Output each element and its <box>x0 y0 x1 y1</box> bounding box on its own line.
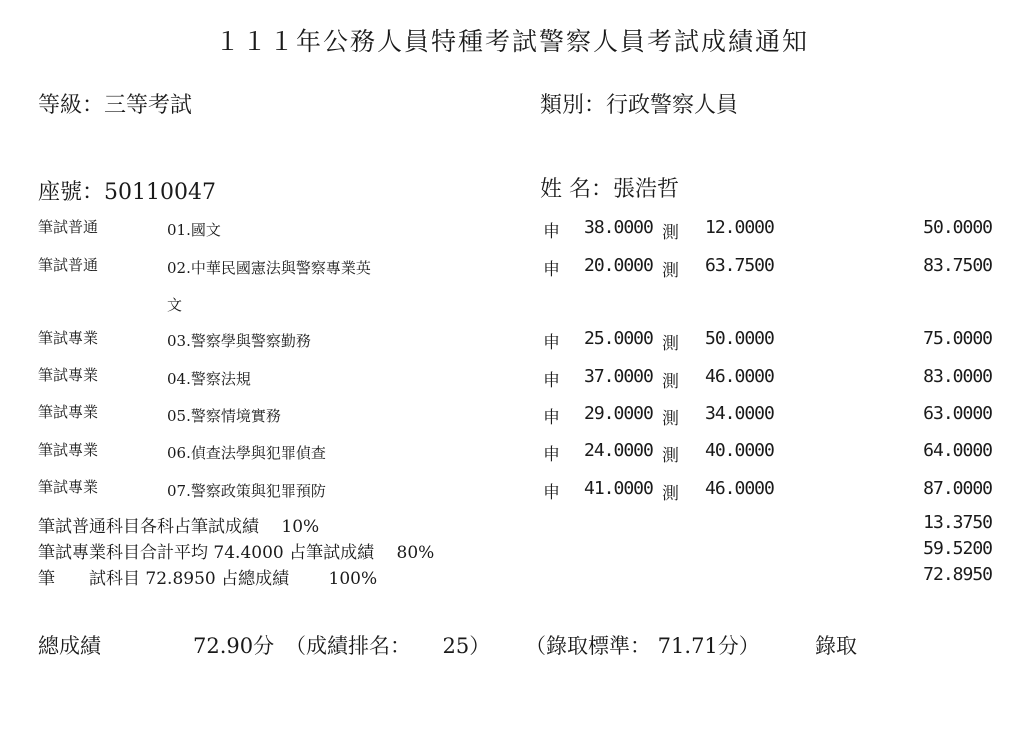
seat-label: 座號： <box>38 180 105 205</box>
name-value: 張浩哲 <box>613 177 680 202</box>
admission-standard: （錄取標準： 71.71分） <box>525 634 760 658</box>
row-score-b: 63.7500 <box>705 255 774 276</box>
summary-written-text: 筆 試科目 72.8950 占總成績 100% <box>38 569 378 589</box>
row-score-b: 46.0000 <box>705 478 774 499</box>
row-score-a: 37.0000 <box>584 366 653 387</box>
row-ce: 測 <box>662 372 679 392</box>
row-total: 75.0000 <box>923 328 992 349</box>
document-title: １１１年公務人員特種考試警察人員考試成績通知 <box>214 27 809 56</box>
row-category: 筆試專業 <box>38 329 99 347</box>
row-score-a: 29.0000 <box>584 403 653 424</box>
seat-value: 50110047 <box>104 180 216 205</box>
row-ce: 測 <box>662 223 679 243</box>
row-ce: 測 <box>662 484 679 504</box>
row-category: 筆試專業 <box>38 403 99 421</box>
row-score-a: 25.0000 <box>584 328 653 349</box>
row-score-a: 24.0000 <box>584 440 653 461</box>
category-label: 類別： <box>540 93 607 118</box>
row-shen: 申 <box>543 408 560 428</box>
admission-result: 錄取 <box>815 634 857 658</box>
summary-professional-text: 筆試專業科目合計平均 74.4000 占筆試成績 80% <box>38 543 435 563</box>
row-category: 筆試專業 <box>38 441 99 459</box>
row-total: 63.0000 <box>923 403 992 424</box>
seat-field <box>38 175 216 206</box>
row-subject: 04.警察法規 <box>167 370 251 388</box>
row-subject: 02.中華民國憲法與警察專業英 <box>167 259 371 277</box>
row-shen: 申 <box>543 260 560 280</box>
final-score-label: 總成績 <box>38 634 101 658</box>
row-total: 64.0000 <box>923 440 992 461</box>
grade-field <box>38 88 192 119</box>
name-label: 姓 名： <box>540 177 613 202</box>
row-shen: 申 <box>543 333 560 353</box>
row-score-a: 38.0000 <box>584 217 653 238</box>
row-total: 83.7500 <box>923 255 992 276</box>
row-subject: 06.偵查法學與犯罪偵查 <box>167 444 326 462</box>
row-score-b: 34.0000 <box>705 403 774 424</box>
row-total: 50.0000 <box>923 217 992 238</box>
row-score-b: 12.0000 <box>705 217 774 238</box>
row-ce: 測 <box>662 334 679 354</box>
name-field <box>540 172 679 203</box>
category-field <box>540 88 738 119</box>
grade-value: 三等考試 <box>104 93 193 118</box>
final-score-value: 72.90分 <box>193 634 275 658</box>
row-category: 筆試專業 <box>38 478 99 496</box>
row-shen: 申 <box>543 445 560 465</box>
row-ce: 測 <box>662 446 679 466</box>
row-ce: 測 <box>662 409 679 429</box>
grade-label: 等級： <box>38 93 105 118</box>
row-subject: 07.警察政策與犯罪預防 <box>167 482 326 500</box>
row-score-b: 46.0000 <box>705 366 774 387</box>
row-subject: 01.國文 <box>167 221 221 239</box>
row-total: 87.0000 <box>923 478 992 499</box>
row-shen: 申 <box>543 222 560 242</box>
row-subject-continued: 文 <box>167 296 183 314</box>
row-category: 筆試普通 <box>38 218 99 236</box>
row-score-b: 50.0000 <box>705 328 774 349</box>
summary-general-text: 筆試普通科目各科占筆試成績 10% <box>38 517 320 537</box>
row-score-b: 40.0000 <box>705 440 774 461</box>
row-shen: 申 <box>543 371 560 391</box>
row-shen: 申 <box>543 483 560 503</box>
row-ce: 測 <box>662 261 679 281</box>
summary-general-value: 13.3750 <box>923 512 992 533</box>
row-subject: 03.警察學與警察勤務 <box>167 332 311 350</box>
final-rank: （成績排名： 25） <box>285 634 491 658</box>
summary-professional-value: 59.5200 <box>923 538 992 559</box>
row-category: 筆試專業 <box>38 366 99 384</box>
row-total: 83.0000 <box>923 366 992 387</box>
category-value: 行政警察人員 <box>606 93 739 118</box>
row-score-a: 41.0000 <box>584 478 653 499</box>
row-category: 筆試普通 <box>38 256 99 274</box>
row-score-a: 20.0000 <box>584 255 653 276</box>
row-subject: 05.警察情境實務 <box>167 407 281 425</box>
summary-written-value: 72.8950 <box>923 564 992 585</box>
